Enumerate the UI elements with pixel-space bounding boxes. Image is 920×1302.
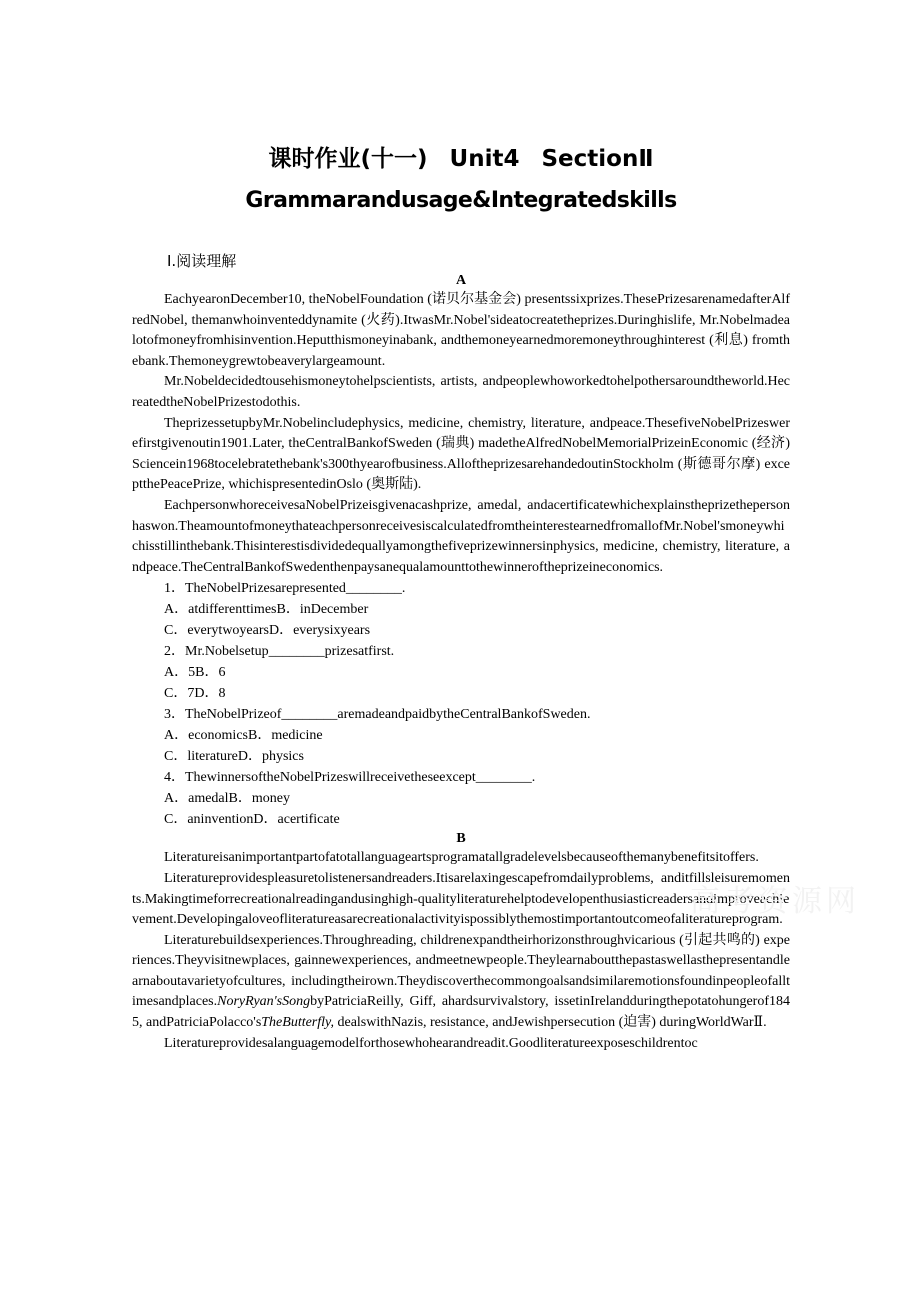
passage-a-paragraph: Mr.Nobeldecidedtousehismoneytohelpscientists, artists, andpeoplewhoworkedtohelpothersaroundtheworld.HecreatedtheNobelPrizestodothis. [132,374,790,410]
section-label-reading: Ⅰ.阅读理解 [167,252,237,270]
book-title: NoryRyan'sSong [217,994,311,1010]
question-3-options-ab: A．economicsB．medicine [164,728,323,744]
book-title: TheButterfly, [261,1015,334,1031]
passage-a-paragraph: TheprizessetupbyMr.Nobelincludephysics, medicine, chemistry, literature, andpeace.ThesefiveNobelPrizeswerefirstgivenoutin1901.Later, theCentralBankofSweden (瑞典) madetheAlfredNobelMemorialPrizeinEconomic (经济) Sciencein1968tocelebratethebank's300thyearofbusiness.AlloftheprizesarehandedoutinStockholm (斯德哥尔摩) exceptthePeacePrize, whichispresentedinOslo (奥斯陆). [132,415,790,493]
passage-b-paragraph: Literatureprovidespleasuretolistenersandreaders.Itisarelaxingescapefromdailyproblems, anditfillsleisuremoments.Makingtimeforrecreationalreadingandusinghigh-qualityliteraturehelptodevelopenthusiasticreadersandimproveachievement.Developingaloveofliteratureasarecreationalactivityispossiblythemostimportantoutcomeofaliteratureprogram. [132,870,790,928]
page-title [132,140,790,173]
passage-b-paragraph: Literatureprovidesalanguagemodelforthosewhohearandreadit.Goodliteratureexposeschildrentoc [164,1035,698,1051]
page-subtitle: Grammarandusage&Integratedskills [245,188,677,213]
passage-b-letter: B [456,831,466,847]
question-2-options-ab: A．5B．6 [164,665,226,681]
question-4-options-ab: A．amedalB．money [164,791,290,807]
question-2-options-cd: C．7D．8 [164,686,226,702]
question-3: 3．TheNobelPrizeof________aremadeandpaidbytheCentralBankofSweden. [164,707,591,723]
passage-a-letter: A [455,273,467,288]
question-1-options-cd: C．everytwoyearsD．everysixyears [164,623,371,639]
title-section: SectionⅡ [541,146,654,172]
question-2: 2．Mr.Nobelsetup________prizesatfirst. [164,644,395,660]
passage-a-paragraph: EachpersonwhoreceivesaNobelPrizeisgivenacashprize, amedal, andacertificatewhichexplainstheprizethepersonhaswon.TheamountofmoneythateachpersonreceivesiscalculatedfromtheinterestearnedfromallofMr.Nobel'smoneywhichisstillinthebank.Thisinterestisdividedequallyamongthefiveprizewinnersinphysics, medicine, chemistry, literature, andpeace.TheCentralBankofSwedenthenpaysanequalamounttothewinneroftheprizeineconomics. [132,497,790,575]
passage-b-paragraph: Literatureisanimportantpartofatotallanguageartsprogramatallgradelevelsbecauseofthemanybenefitsitoffers. [164,850,759,866]
question-4: 4．ThewinnersoftheNobelPrizeswillreceivetheseexcept________. [164,770,536,786]
question-4-options-cd: C．aninventionD．acertificate [164,812,340,828]
watermark: 高考资源网 [690,884,860,919]
question-3-options-cd: C．literatureD．physics [164,749,304,765]
passage-a [132,272,790,1054]
question-1: 1．TheNobelPrizesarepresented________. [164,581,406,597]
passage-b-text: Literaturebuildsexperiences.Throughreading, childrenexpandtheirhorizonsthroughvicarious (引起共鸣的) experiences.Theyvisitnewplaces, gainnewexperiences, andmeetnewpeople.Theylearnaboutthepastaswellasthepresentandlearnaboutavarietyofcultures, includingtheirown.Theydiscoverthecommongoalsandsimilaremotionsfoundinpeopleofalltimesandplaces. [132,932,790,1010]
passage-b-text: dealswithNazis, resistance, andJewishpersecution (迫害) duringWorldWarⅡ. [333,1015,767,1031]
passage-b-text: byPatriciaReilly, Giff, ahardsurvivalstory, issetinIrelandduringthepotatohungerof1845, andPatriciaPolacco's [132,994,790,1031]
question-1-options-ab: A．atdifferenttimesB．inDecember [164,602,369,618]
passage-b-paragraph [132,931,790,1034]
title-chinese: 课时作业(十一) [268,146,428,172]
title-unit: Unit4 [449,146,520,172]
passage-a-paragraph: EachyearonDecember10, theNobelFoundation (诺贝尔基金会) presentssixprizes.ThesePrizesarenamedafterAlfredNobel, themanwhoinventeddynamite (火药).ItwasMr.Nobel'sideatocreatetheprizes.Duringhislife, Mr.Nobelmadealotofmoneyfromhisinvention.Heputthismoneyinabank, andthemoneyearnedmoremoneythroughinterest (利息) fromthebank.Themoneygrewtobeaverylargeamount. [132,292,790,369]
